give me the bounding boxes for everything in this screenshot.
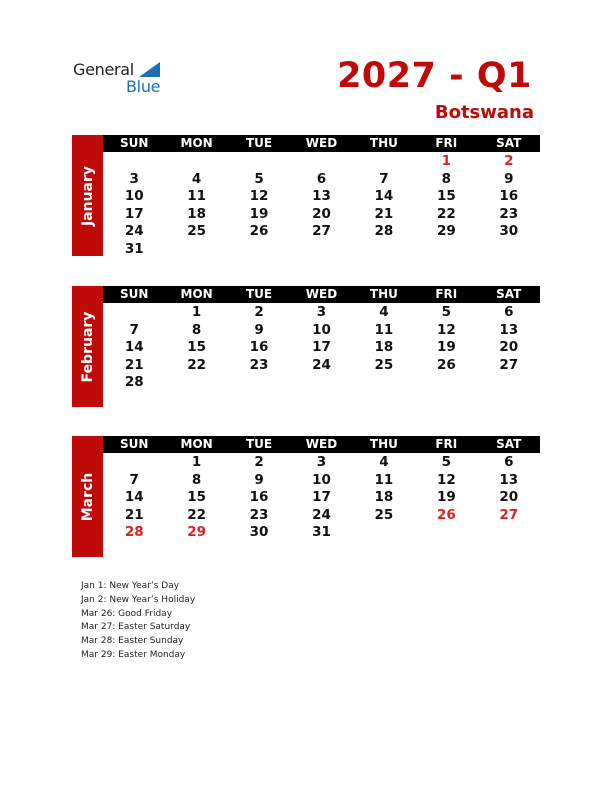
day-cell: 7	[129, 471, 139, 488]
day-cell: 12	[249, 188, 269, 205]
empty-cell	[103, 454, 165, 472]
day-cell: 21	[124, 506, 144, 523]
day-cell: 22	[187, 506, 207, 523]
weekday-fri: FRI	[435, 437, 458, 451]
day-cell: 7	[379, 170, 389, 187]
weekday-thu: THU	[369, 136, 398, 150]
day-cell: 25	[374, 506, 394, 523]
day-cell: 26	[436, 506, 456, 523]
day-cell: 25	[187, 223, 207, 240]
day-cell: 27	[312, 223, 331, 240]
day-cell: 6	[504, 454, 514, 470]
day-cell: 20	[499, 489, 519, 506]
logo	[73, 60, 173, 96]
day-cell: 17	[124, 205, 144, 222]
day-cell: 26	[436, 356, 456, 373]
holiday-list	[81, 580, 195, 663]
day-cell: 19	[436, 339, 456, 356]
day-cell: 14	[124, 489, 144, 506]
day-cell: 16	[249, 339, 269, 356]
month-tab	[72, 135, 103, 256]
day-cell: 22	[436, 205, 456, 222]
weekday-wed: WED	[305, 437, 338, 451]
day-cell: 28	[374, 223, 394, 240]
page-title: 2027 - Q1	[337, 56, 532, 96]
day-cell: 13	[312, 188, 331, 205]
weekday-wed: WED	[305, 136, 338, 150]
logo-text-blue: Blue	[126, 77, 161, 96]
weekday-sun: SUN	[119, 437, 149, 451]
day-cell: 24	[312, 506, 331, 523]
day-cell: 8	[191, 321, 202, 338]
day-cell: 20	[499, 339, 519, 356]
day-cell: 12	[436, 471, 456, 488]
weekday-sun: SUN	[119, 136, 149, 150]
weekday-tue: TUE	[245, 287, 273, 301]
weekday-fri: FRI	[435, 287, 458, 301]
holiday-item: Jan 2: New Year’s Holiday	[81, 594, 196, 605]
day-cell: 31	[312, 524, 331, 541]
weekday-sat: SAT	[496, 287, 522, 301]
holiday-item: Mar 27: Easter Saturday	[81, 622, 191, 633]
day-grid	[103, 454, 540, 542]
day-cell: 28	[124, 524, 144, 541]
empty-cell	[165, 153, 227, 171]
day-cell: 6	[316, 170, 327, 187]
day-cell: 23	[249, 356, 269, 373]
day-cell: 5	[254, 170, 264, 187]
day-cell: 16	[499, 188, 519, 205]
weekday-thu: THU	[369, 437, 398, 451]
day-cell: 5	[441, 454, 452, 470]
day-cell: 23	[499, 205, 519, 222]
day-cell: 13	[499, 471, 519, 488]
weekday-fri: FRI	[435, 136, 458, 150]
month-name: February	[79, 311, 96, 382]
day-cell: 30	[499, 223, 519, 240]
weekday-header	[103, 436, 540, 453]
day-cell: 3	[129, 170, 139, 187]
day-cell: 21	[124, 356, 144, 373]
weekday-mon: MON	[180, 437, 213, 451]
weekday-header	[103, 135, 540, 152]
empty-cell	[103, 304, 165, 322]
day-cell: 16	[249, 489, 269, 506]
month-tab	[72, 436, 103, 557]
holiday-item: Mar 26: Good Friday	[81, 608, 173, 619]
weekday-tue: TUE	[245, 136, 273, 150]
day-cell: 11	[374, 321, 394, 338]
day-cell: 14	[374, 188, 394, 205]
day-cell: 15	[187, 339, 207, 356]
day-cell: 22	[187, 356, 207, 373]
day-cell: 8	[441, 170, 452, 187]
weekday-thu: THU	[369, 287, 398, 301]
weekday-sat: SAT	[496, 437, 522, 451]
weekday-sun: SUN	[119, 287, 149, 301]
day-cell: 14	[124, 339, 144, 356]
weekday-sat: SAT	[496, 136, 522, 150]
empty-cell	[228, 153, 290, 171]
weekday-tue: TUE	[245, 437, 273, 451]
holiday-item: Mar 29: Easter Monday	[81, 649, 186, 660]
day-cell: 3	[316, 454, 327, 470]
empty-cell	[353, 153, 415, 171]
day-cell: 25	[374, 356, 394, 373]
day-cell: 27	[499, 356, 519, 373]
month-name: January	[79, 165, 96, 226]
day-cell: 18	[374, 489, 394, 506]
day-grid	[103, 153, 540, 259]
day-cell: 9	[504, 170, 514, 187]
day-cell: 9	[254, 471, 264, 488]
day-cell: 1	[191, 304, 202, 320]
empty-cell	[103, 153, 165, 171]
day-cell: 17	[312, 489, 331, 506]
day-cell: 2	[254, 304, 264, 320]
day-grid	[103, 304, 540, 392]
empty-cell	[290, 153, 352, 171]
day-cell: 19	[436, 489, 456, 506]
weekday-mon: MON	[180, 287, 213, 301]
day-cell: 15	[187, 489, 207, 506]
day-cell: 19	[249, 205, 269, 222]
day-cell: 18	[187, 205, 207, 222]
day-cell: 28	[124, 374, 144, 391]
day-cell: 29	[187, 524, 207, 541]
day-cell: 1	[191, 454, 202, 470]
day-cell: 10	[312, 321, 331, 338]
day-cell: 8	[191, 471, 202, 488]
day-cell: 29	[436, 223, 456, 240]
month-tab	[72, 286, 103, 407]
day-cell: 2	[504, 153, 514, 169]
logo-text-general: General	[73, 60, 134, 79]
day-cell: 24	[124, 223, 144, 240]
day-cell: 17	[312, 339, 331, 356]
day-cell: 4	[379, 304, 389, 320]
day-cell: 4	[379, 454, 389, 470]
holiday-item: Jan 1: New Year’s Day	[81, 581, 180, 591]
day-cell: 31	[124, 240, 144, 257]
day-cell: 18	[374, 339, 394, 356]
day-cell: 6	[504, 304, 514, 320]
month-name: March	[79, 472, 96, 521]
day-cell: 7	[129, 321, 139, 338]
day-cell: 10	[124, 188, 144, 205]
day-cell: 20	[312, 205, 331, 222]
day-cell: 13	[499, 321, 519, 338]
weekday-mon: MON	[180, 136, 213, 150]
day-cell: 21	[374, 205, 394, 222]
day-cell: 10	[312, 471, 331, 488]
day-cell: 30	[249, 524, 269, 541]
day-cell: 1	[441, 153, 452, 169]
day-cell: 2	[254, 454, 264, 470]
day-cell: 9	[254, 321, 264, 338]
weekday-wed: WED	[305, 287, 338, 301]
day-cell: 11	[187, 188, 207, 205]
holiday-item: Mar 28: Easter Sunday	[81, 636, 184, 647]
weekday-header	[103, 286, 540, 303]
day-cell: 26	[249, 223, 269, 240]
day-cell: 11	[374, 471, 394, 488]
day-cell: 3	[316, 304, 327, 320]
day-cell: 5	[441, 304, 452, 320]
day-cell: 23	[249, 506, 269, 523]
day-cell: 24	[312, 356, 331, 373]
day-cell: 4	[191, 170, 202, 187]
country-name: Botswana	[434, 102, 534, 123]
day-cell: 27	[499, 506, 519, 523]
logo-triangle-icon	[139, 62, 160, 77]
day-cell: 12	[436, 321, 456, 338]
day-cell: 15	[436, 188, 456, 205]
